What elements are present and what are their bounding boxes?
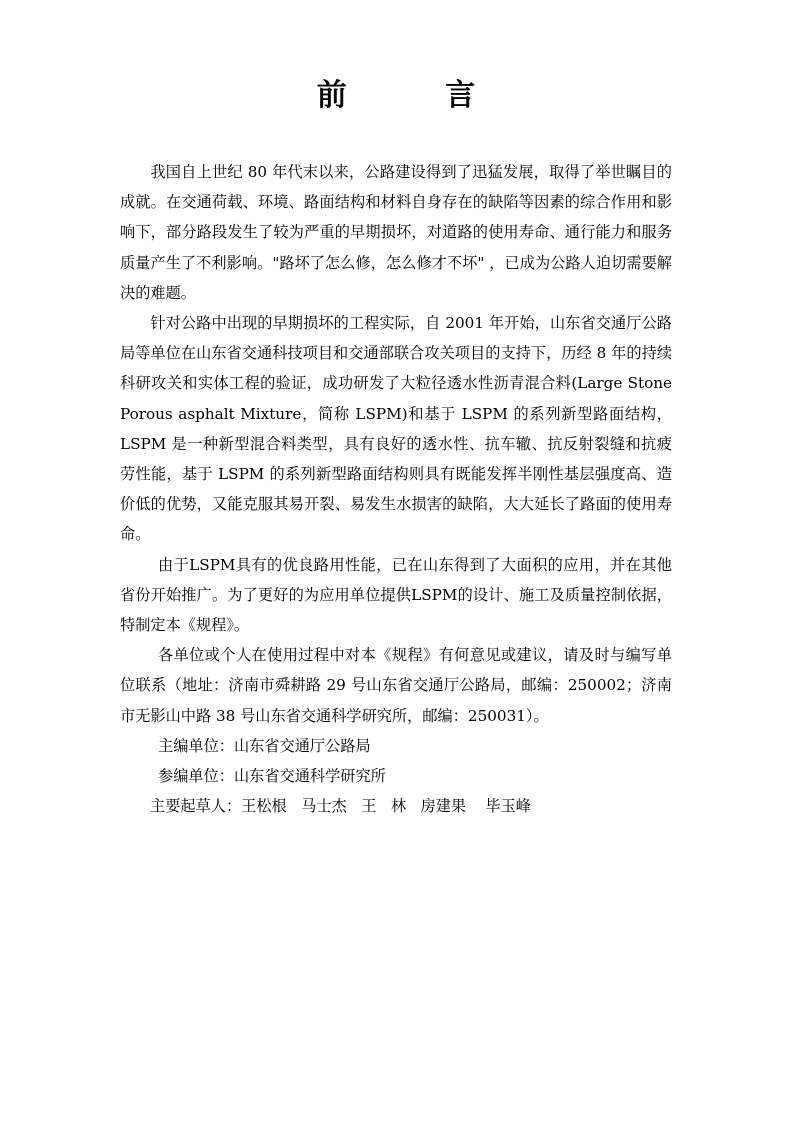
page-title: 前 言 — [316, 78, 520, 113]
paragraph-4: 各单位或个人在使用过程中对本《规程》有何意见或建议，请及时与编写单位联系（地址：济南市舜耕路 29 号山东省交通厅公路局，邮编：250002；济南市无影山中路 38 号山东省交通科学研究所，邮编：250031）。 — [120, 646, 672, 725]
document-body — [120, 157, 672, 821]
chief-editor-line: 主编单位：山东省交通厅公路局 — [158, 736, 371, 755]
paragraph-2: 针对公路中出现的早期损坏的工程实际，自 2001 年开始，山东省交通厅公路局等单位在山东省交通科技项目和交通部联合攻关项目的支持下，历经 8 年的持续科研攻关和实体工程的验证，成功研发了大粒径透水性沥青混合料(Large Stone Porous asphalt Mixture，简称 LSPM)和基于 LSPM 的系列新型路面结构，LSPM 是一种新型混合料类型，具有良好的透水性、抗车辙、抗反射裂缝和抗疲劳性能，基于 LSPM 的系列新型路面结构则具有既能发挥半刚性基层强度高、造价低的优势，又能克服其易开裂、易发生水损害的缺陷，大大延长了路面的使用寿命。 — [120, 314, 672, 544]
drafters-line: 主要起草人：王松根 马士杰 王 林 房建果 毕玉峰 — [150, 797, 531, 816]
paragraph-3: 由于LSPM具有的优良路用性能，已在山东得到了大面积的应用，并在其他省份开始推广。为了更好的为应用单位提供LSPM的设计、施工及质量控制依据，特制定本《规程》。 — [120, 555, 672, 635]
paragraph-1: 我国自上世纪 80 年代末以来，公路建设得到了迅猛发展，取得了举世瞩目的成就。在交通荷载、环境、路面结构和材料自身存在的缺陷等因素的综合作用和影响下，部分路段发生了较为严重的早期损坏，对道路的使用寿命、通行能力和服务质量产生了不利影响。"路坏了怎么修，怎么修才不坏" ，已成为公路人迫切需要解决的难题。 — [120, 163, 672, 302]
co-editor-line: 参编单位：山东省交通科学研究所 — [158, 767, 386, 786]
